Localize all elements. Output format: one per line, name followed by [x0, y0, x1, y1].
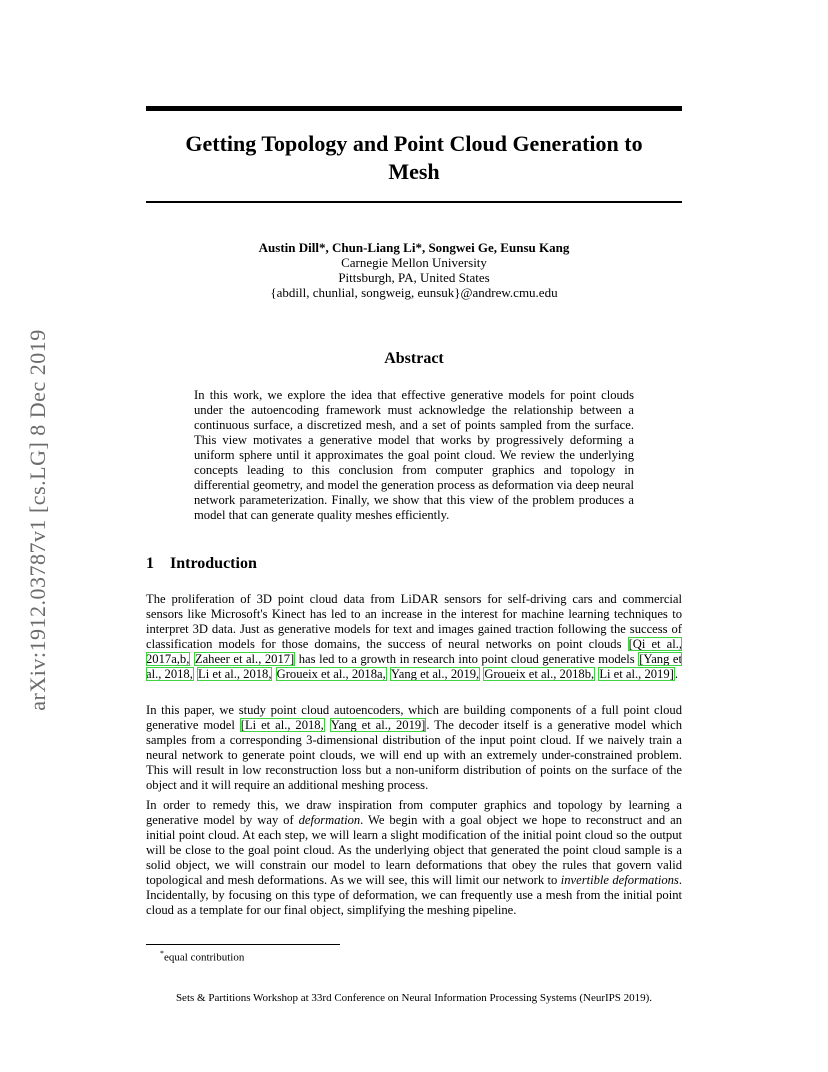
- citation-link[interactable]: Yang et al., 2019,: [390, 667, 480, 681]
- para3-text-a: In order to remedy this, we draw inspiration from computer graphics and topology by learning a generative model by way of: [146, 798, 682, 827]
- para3-text-c: . Incidentally, by focusing on this type of deformation, we can frequently use a mesh from the initial point cloud as a template for our final object, simplifying the meshing pipeline.: [146, 873, 682, 917]
- title-top-rule: [146, 106, 682, 111]
- footnote-rule: [146, 944, 340, 945]
- citation-link[interactable]: Li et al., 2018,: [198, 667, 272, 681]
- para1-text-a: The proliferation of 3D point cloud data from LiDAR sensors for self-driving cars and commercial sensors like Microsoft's Kinect has led to an increase in the interest for machine learning techniques to interpret 3D data. Just as generative models for text and images gained traction following the success of classification models for those domains, the success of neural networks on point clouds: [146, 592, 682, 651]
- intro-paragraph-2: [146, 703, 682, 793]
- section-heading: [146, 555, 257, 573]
- citation-link[interactable]: Groueix et al., 2018a,: [276, 667, 386, 681]
- arxiv-sidebar-identifier: [18, 290, 58, 750]
- para2-text-a: In this paper, we study point cloud autoencoders, which are building components of a full point cloud generative model: [146, 703, 682, 732]
- author-names: Austin Dill*, Chun-Liang Li*, Songwei Ge, Eunsu Kang: [258, 240, 570, 255]
- author-location: Pittsburgh, PA, United States: [338, 270, 490, 285]
- para3-emphasis-deformation: deformation: [298, 813, 361, 827]
- citation-link[interactable]: Li et al., 2019]: [599, 667, 674, 681]
- intro-paragraph-1: [146, 592, 682, 682]
- para1-text-b: has led to a growth in research into point cloud generative models: [295, 652, 639, 666]
- intro-paragraph-3: [146, 798, 682, 918]
- abstract-text: In this work, we explore the idea that effective generative models for point clouds under the autoencoding framework must acknowledge the relationship between a continuous surface, a discretized mesh, and a set of points sampled from the surface. This view motivates a generative model that works by progressively deforming a uniform sphere until it approximates the goal point cloud. We review the underlying concepts leading to this conclusion from computer graphics and topology in differential geometry, and model the generation process as deformation via deep neural network parameterization. Finally, we show that this view of the problem produces a model that can generate quality meshes efficiently.: [194, 388, 634, 522]
- title-line-1: Getting Topology and Point Cloud Generation to: [185, 131, 643, 156]
- citation-link[interactable]: [Yang et al., 2018,: [146, 652, 683, 681]
- arxiv-id-text: arXiv:1912.03787v1 [cs.LG] 8 Dec 2019: [25, 329, 50, 711]
- citation-link[interactable]: Groueix et al., 2018b,: [484, 667, 595, 681]
- author-email: {abdill, chunlial, songweig, eunsuk}@andrew.cmu.edu: [270, 285, 558, 300]
- para3-emphasis-invertible: invertible deformations: [560, 873, 679, 887]
- citation-link[interactable]: Yang et al., 2019]: [330, 718, 426, 732]
- abstract-heading: Abstract: [384, 350, 444, 367]
- section-number: 1: [146, 555, 154, 572]
- paper-title: [146, 130, 682, 186]
- citation-link[interactable]: [Li et al., 2018,: [240, 718, 324, 732]
- title-bottom-rule: [146, 201, 682, 203]
- venue-footer: Sets & Partitions Workshop at 33rd Conference on Neural Information Processing Systems (NeurIPS 2019).: [175, 992, 653, 1004]
- para2-text-b: . The decoder itself is a generative model which samples from a corresponding 3-dimensional distribution of the input point cloud. If we naively train a neural network to generate point clouds, we will end up with an extremely under-constrained problem. This will result in low reconstruction loss but a non-uniform distribution of points on the surface of the object and it will require an additional meshing process.: [146, 718, 682, 792]
- author-block: [146, 240, 682, 300]
- footnote-text: equal contribution: [164, 951, 245, 964]
- author-affiliation: Carnegie Mellon University: [341, 255, 487, 270]
- footnote: [160, 949, 244, 964]
- title-line-2: Mesh: [388, 159, 440, 184]
- citation-link[interactable]: [Qi et al., 2017a,b,: [146, 637, 682, 666]
- para3-text-b: . We begin with a goal object we hope to reconstruct and an initial point cloud. At each step, we will learn a slight modification of the initial point cloud so the output will be close to the goal point cloud. As the underlying object that generated the point cloud sample is a solid object, we will constrain our model to learn deformations that obey the rules that govern valid topological and mesh deformations. As we will see, this will limit our network to: [146, 813, 682, 887]
- citation-link[interactable]: Zaheer et al., 2017]: [194, 652, 295, 666]
- section-title: Introduction: [170, 555, 257, 572]
- para1-text-c: .: [674, 667, 678, 681]
- footnote-mark: *: [160, 949, 164, 958]
